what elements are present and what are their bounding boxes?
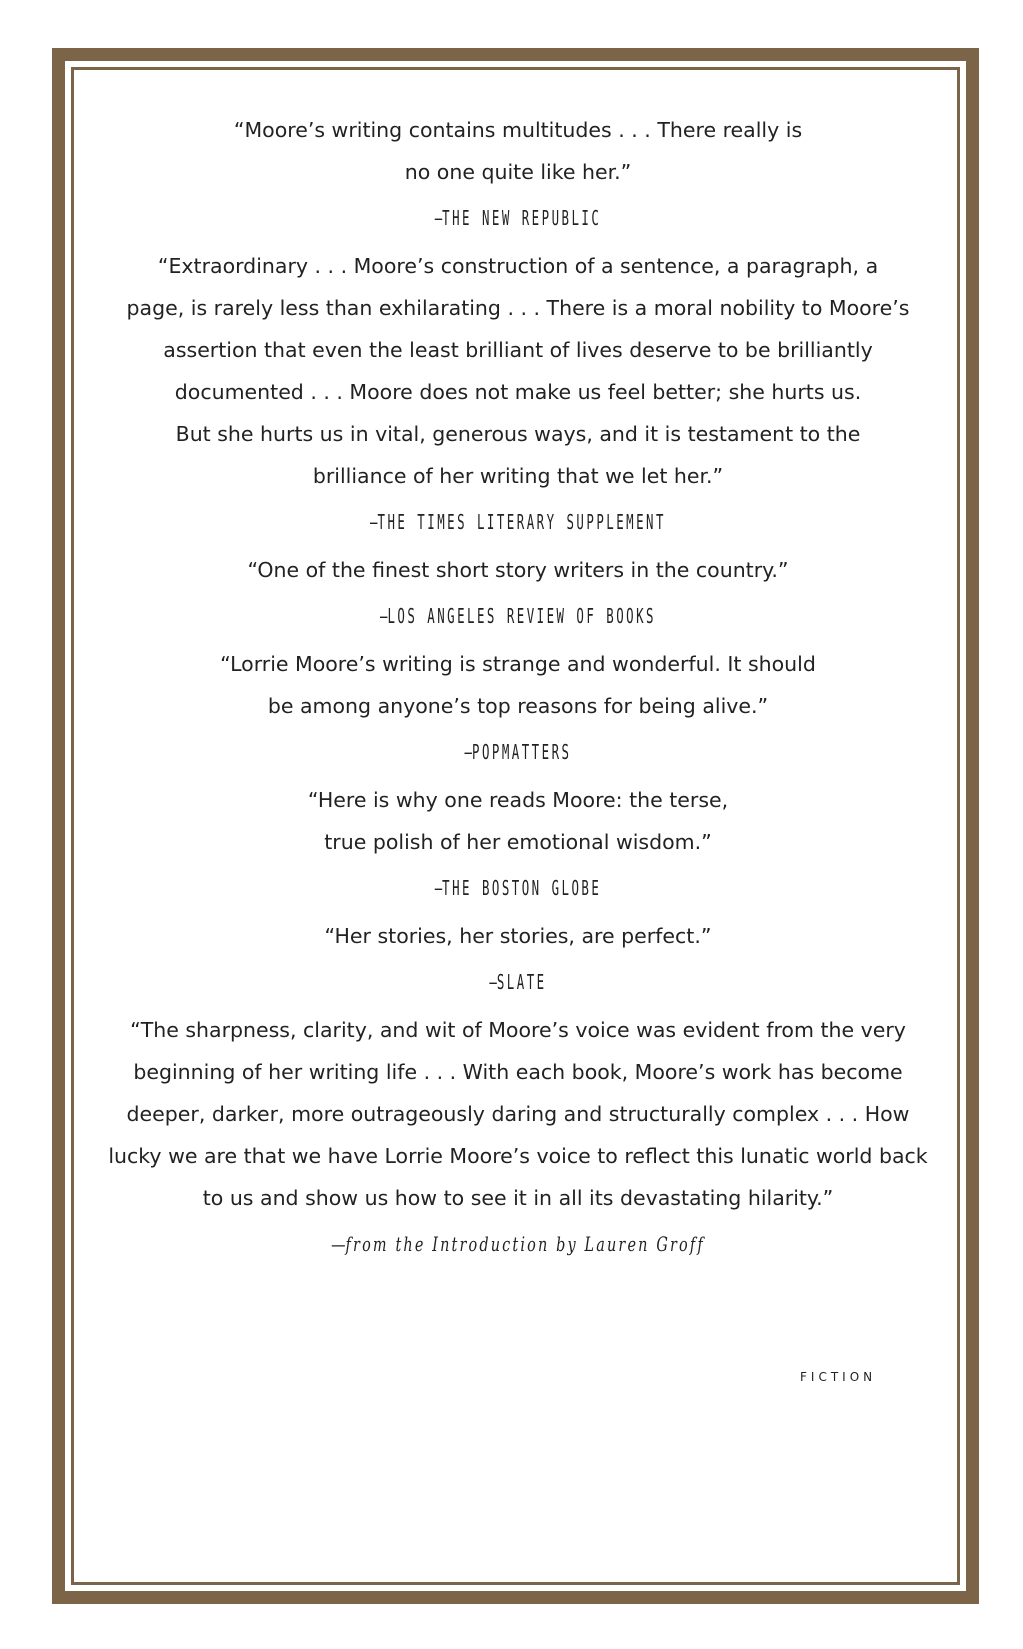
review-quote-slate <box>90 915 946 957</box>
quote-line: be among anyone’s top reasons for being alive.” <box>267 694 769 718</box>
review-source-la-review-of-books <box>253 601 784 631</box>
quote-line: “Her stories, her stories, are perfect.” <box>324 924 712 948</box>
review-quote-new-republic <box>90 109 946 193</box>
quote-line: no one quite like her.” <box>404 160 632 184</box>
attribution-dash: — <box>331 1232 346 1256</box>
review-source-popmatters <box>253 737 784 767</box>
source-name: POPMATTERS <box>472 740 572 764</box>
review-source-times-literary-supplement <box>253 507 784 537</box>
review-source-new-republic <box>253 203 784 233</box>
attribution-dash: — <box>434 206 443 230</box>
quote-line: documented . . . Moore does not make us feel better; she hurts us. <box>174 380 862 404</box>
review-source-slate <box>253 967 784 997</box>
category-label: FICTION <box>800 1370 877 1384</box>
source-name: THE BOSTON GLOBE <box>442 876 602 900</box>
quote-line: “One of the finest short story writers in the country.” <box>247 558 789 582</box>
quote-line: “Extraordinary . . . Moore’s construction of a sentence, a paragraph, a <box>157 254 879 278</box>
quote-line: “The sharpness, clarity, and wit of Moore’s voice was evident from the very <box>130 1018 906 1042</box>
quote-line: true polish of her emotional wisdom.” <box>324 830 712 854</box>
review-quote-boston-globe <box>90 779 946 863</box>
review-source-boston-globe <box>253 873 784 903</box>
review-quote-times-literary-supplement <box>90 245 946 497</box>
review-quote-popmatters <box>90 643 946 727</box>
attribution-dash: — <box>464 740 473 764</box>
source-name: THE NEW REPUBLIC <box>442 206 602 230</box>
review-quote-la-review-of-books <box>90 549 946 591</box>
quote-line: lucky we are that we have Lorrie Moore’s voice to reflect this lunatic world back <box>108 1144 928 1168</box>
attribution-dash: — <box>370 510 378 534</box>
attribution-dash: — <box>380 604 388 628</box>
source-name: SLATE <box>496 970 547 994</box>
quote-line: to us and show us how to see it in all its devastating hilarity.” <box>202 1186 834 1210</box>
quote-line: brilliance of her writing that we let her.” <box>312 464 724 488</box>
quote-line: page, is rarely less than exhilarating . . . There is a moral nobility to Moore’s <box>126 296 910 320</box>
source-name: LOS ANGELES REVIEW OF BOOKS <box>387 604 656 628</box>
source-name: from the Introduction by Lauren Groff <box>345 1232 705 1256</box>
quote-line: But she hurts us in vital, generous ways, and it is testament to the <box>175 422 861 446</box>
attribution-dash: — <box>489 970 497 994</box>
attribution-dash: — <box>434 876 443 900</box>
quote-line: “Here is why one reads Moore: the terse, <box>307 788 729 812</box>
review-quote-introduction <box>90 1009 946 1219</box>
quote-line: “Lorrie Moore’s writing is strange and wonderful. It should <box>220 652 816 676</box>
review-source-introduction <box>210 1229 826 1259</box>
quote-line: deeper, darker, more outrageously daring and structurally complex . . . How <box>126 1102 910 1126</box>
source-name: THE TIMES LITERARY SUPPLEMENT <box>377 510 666 534</box>
quote-line: assertion that even the least brilliant of lives deserve to be brilliantly <box>163 338 873 362</box>
quote-line: “Moore’s writing contains multitudes . . . There really is <box>233 118 803 142</box>
quote-line: beginning of her writing life . . . With each book, Moore’s work has become <box>133 1060 903 1084</box>
